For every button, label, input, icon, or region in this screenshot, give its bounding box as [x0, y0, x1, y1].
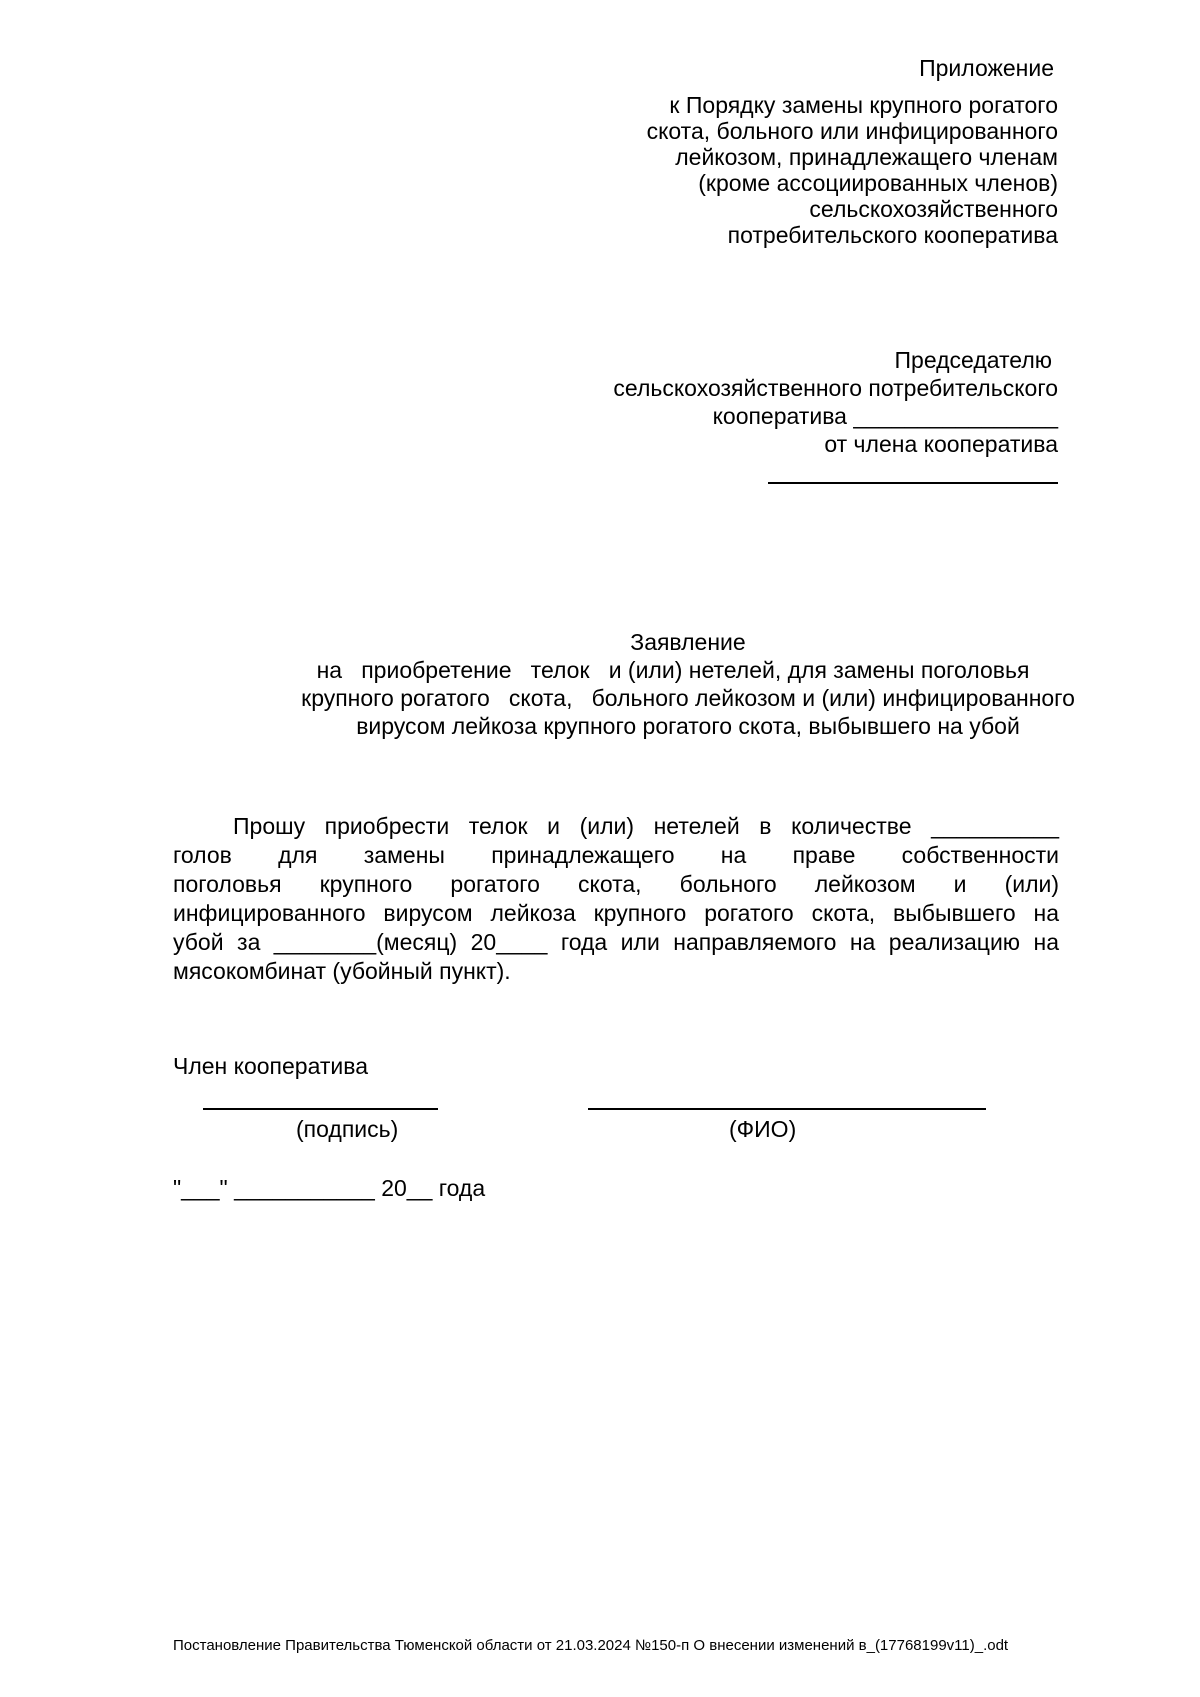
statement-body [173, 812, 1059, 986]
date-line: "___" ___________ 20__ года [173, 1175, 486, 1201]
statement-subtitle-line: вирусом лейкоза крупного рогатого скота, выбывшего на убой [356, 713, 1020, 739]
annex-line: сельскохозяйственного [809, 196, 1058, 222]
addressee-line: сельскохозяйственного потребительского [613, 375, 1058, 401]
statement-subtitle-line: крупного рогатого скота, больного лейкозом и (или) инфицированного [301, 685, 1075, 711]
body-line: мясокомбинат (убойный пункт). [173, 958, 511, 984]
annex-line: к Порядку замены крупного рогатого [669, 92, 1058, 118]
annex-block [647, 54, 1058, 248]
body-line: инфицированного вирусом лейкоза крупного рогатого скота, выбывшего на [173, 900, 1059, 926]
annex-line: лейкозом, принадлежащего членам [675, 144, 1058, 170]
addressee-line: от члена кооператива [824, 431, 1058, 457]
addressee-line: кооператива ________________ [712, 403, 1058, 429]
body-line: поголовья крупного рогатого скота, больного лейкозом и (или) [173, 871, 1059, 897]
member-label: Член кооператива [173, 1053, 368, 1079]
fio-blank [588, 1108, 986, 1110]
footer-note: Постановление Правительства Тюменской области от 21.03.2024 №150-п О внесении изменений в_(17768199v11)_.odt [173, 1637, 1009, 1654]
body-line: убой за ________(месяц) 20____ года или направляемого на реализацию на [173, 929, 1059, 955]
statement-title: Заявление [630, 629, 746, 655]
signature-blank [203, 1108, 438, 1110]
member-name-blank [768, 482, 1058, 484]
signature-caption: (подпись) [296, 1116, 399, 1142]
addressee-block [613, 346, 1058, 458]
annex-line: (кроме ассоциированных членов) [698, 170, 1058, 196]
addressee-line: Председателю [894, 347, 1052, 373]
fio-caption: (ФИО) [729, 1116, 797, 1142]
body-line: Прошу приобрести телок и (или) нетелей в количестве __________ [233, 813, 1059, 839]
body-line: голов для замены принадлежащего на праве собственности [173, 842, 1059, 868]
annex-line: скота, больного или инфицированного [646, 118, 1058, 144]
statement-subtitle-line: на приобретение телок и (или) нетелей, для замены поголовья [316, 657, 1030, 683]
statement-heading [170, 628, 1116, 740]
annex-title: Приложение [919, 55, 1054, 81]
annex-line: потребительского кооператива [727, 222, 1058, 248]
